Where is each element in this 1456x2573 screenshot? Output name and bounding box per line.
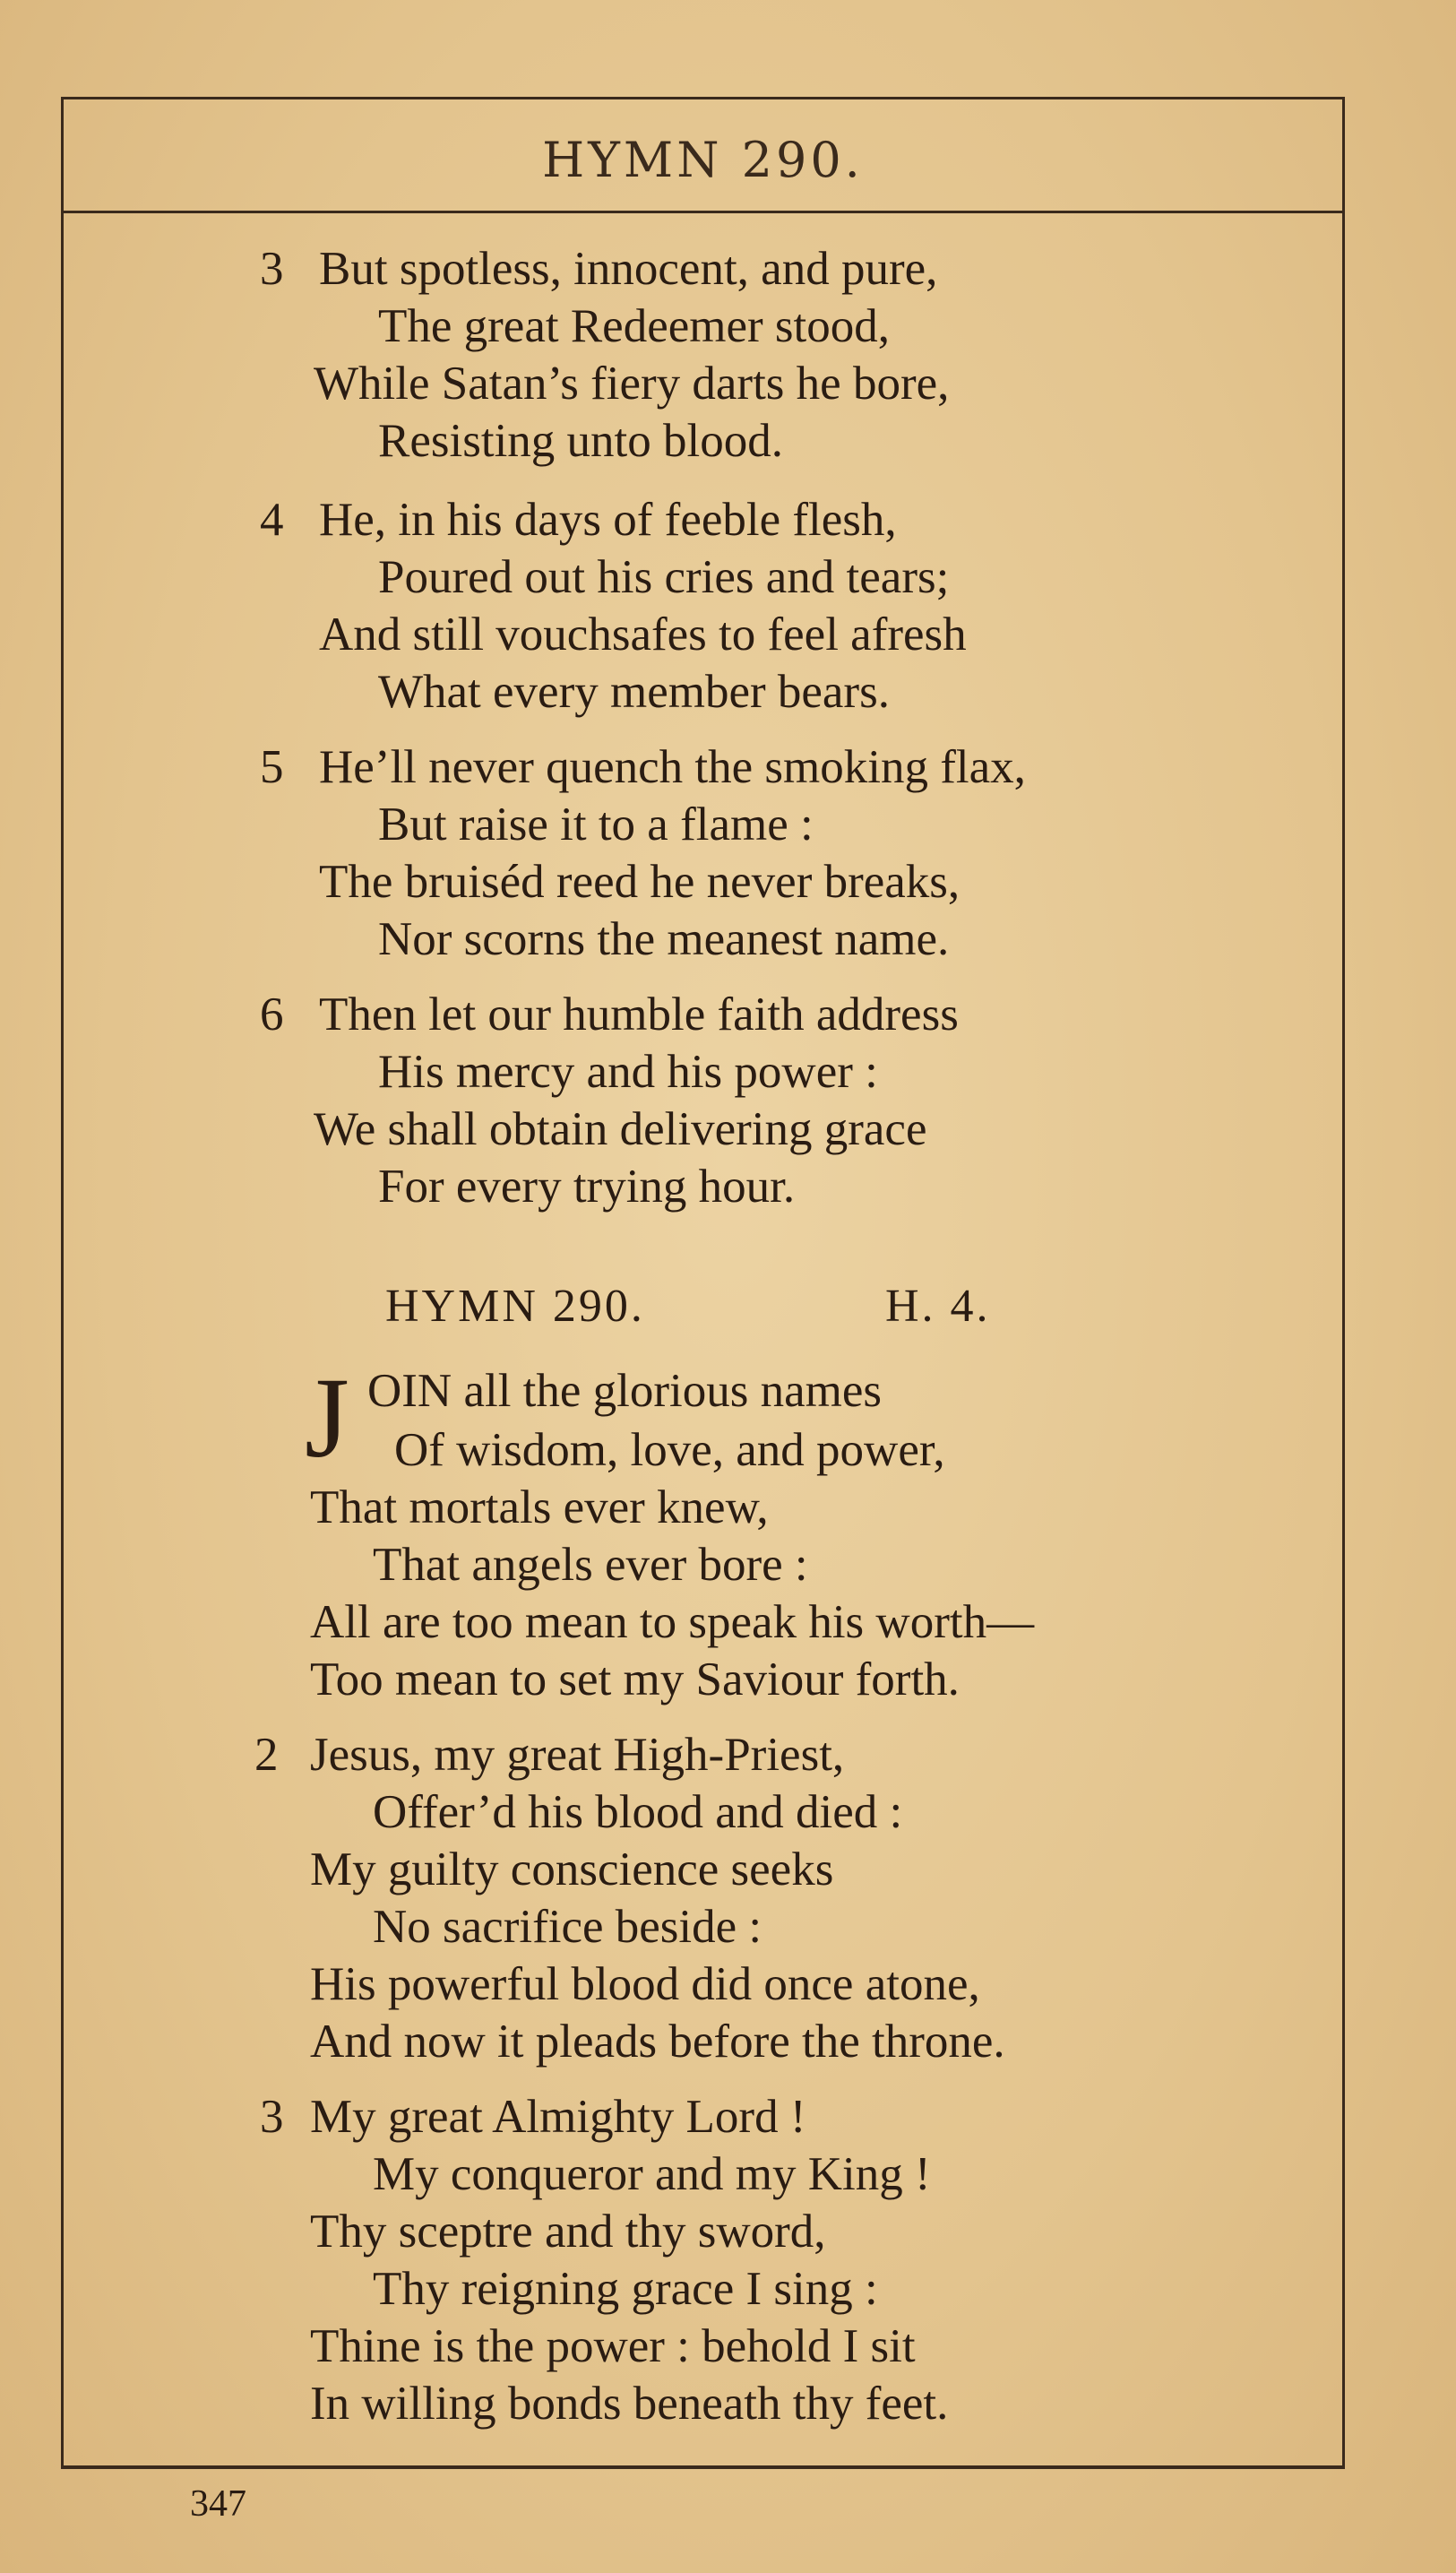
verse-line: His mercy and his power : (378, 1046, 878, 1098)
verse-number: 3 (260, 243, 284, 295)
running-header (64, 99, 1342, 213)
verse-line: Thy sceptre and thy sword, (310, 2206, 826, 2258)
verse-line: That angels ever bore : (373, 1539, 808, 1591)
verse-line: All are too mean to speak his worth— (310, 1596, 1035, 1648)
verse-line: What every member bears. (378, 666, 890, 718)
verse-line: Offer’d his blood and died : (373, 1786, 903, 1838)
verse-line: Poured out his cries and tears; (378, 551, 950, 603)
verse-number: 6 (260, 989, 284, 1040)
verse-number: 5 (260, 741, 284, 793)
verse-line: For every trying hour. (378, 1161, 796, 1213)
verse-line: That mortals ever knew, (310, 1481, 769, 1533)
verse-number: 2 (254, 1729, 279, 1781)
drop-cap: J (305, 1354, 349, 1481)
verse-line: No sacrifice beside : (373, 1901, 762, 1953)
verse-line: My great Almighty Lord ! (310, 2091, 806, 2143)
verse-line: Then let our humble faith address (319, 989, 959, 1040)
verse-line: While Satan’s fiery darts he bore, (314, 358, 950, 410)
verse-line: And still vouchsafes to feel afresh (319, 609, 967, 661)
verse-line: He, in his days of feeble flesh, (319, 494, 897, 546)
hymn-title: HYMN 290. (385, 1281, 645, 1332)
verse-line: Jesus, my great High-Priest, (310, 1729, 845, 1781)
verse-number: 3 (260, 2091, 284, 2143)
verse-line: My conqueror and my King ! (373, 2148, 931, 2200)
verse-line: Resisting unto blood. (378, 415, 784, 467)
verse-number: 4 (260, 494, 284, 546)
hymn-meter: H. 4. (885, 1281, 991, 1332)
verse-line: His powerful blood did once atone, (310, 1958, 980, 2010)
verse-line: We shall obtain delivering grace (314, 1103, 927, 1155)
verse-line: Too mean to set my Saviour forth. (310, 1653, 960, 1705)
verse-line: He’ll never quench the smoking flax, (319, 741, 1026, 793)
verse-line: Thy reigning grace I sing : (373, 2263, 878, 2315)
verse-line: Nor scorns the meanest name. (378, 913, 950, 965)
verse-line: My guilty conscience seeks (310, 1843, 834, 1895)
verse-line: In willing bonds beneath thy feet. (310, 2378, 949, 2430)
page-number: 347 (190, 2483, 246, 2525)
verse-line: OIN all the glorious names (367, 1365, 883, 1417)
verse-line: Of wisdom, love, and power, (394, 1424, 945, 1476)
verse-line: The bruiséd reed he never breaks, (319, 856, 961, 908)
verse-line: The great Redeemer stood, (378, 300, 890, 352)
verse-line: Thine is the power : behold I sit (310, 2320, 916, 2372)
verse-line: But raise it to a flame : (378, 799, 814, 850)
verse-line: But spotless, innocent, and pure, (319, 243, 938, 295)
verse-line: And now it pleads before the throne. (310, 2016, 1005, 2068)
header-title: HYMN 290. (542, 132, 864, 188)
